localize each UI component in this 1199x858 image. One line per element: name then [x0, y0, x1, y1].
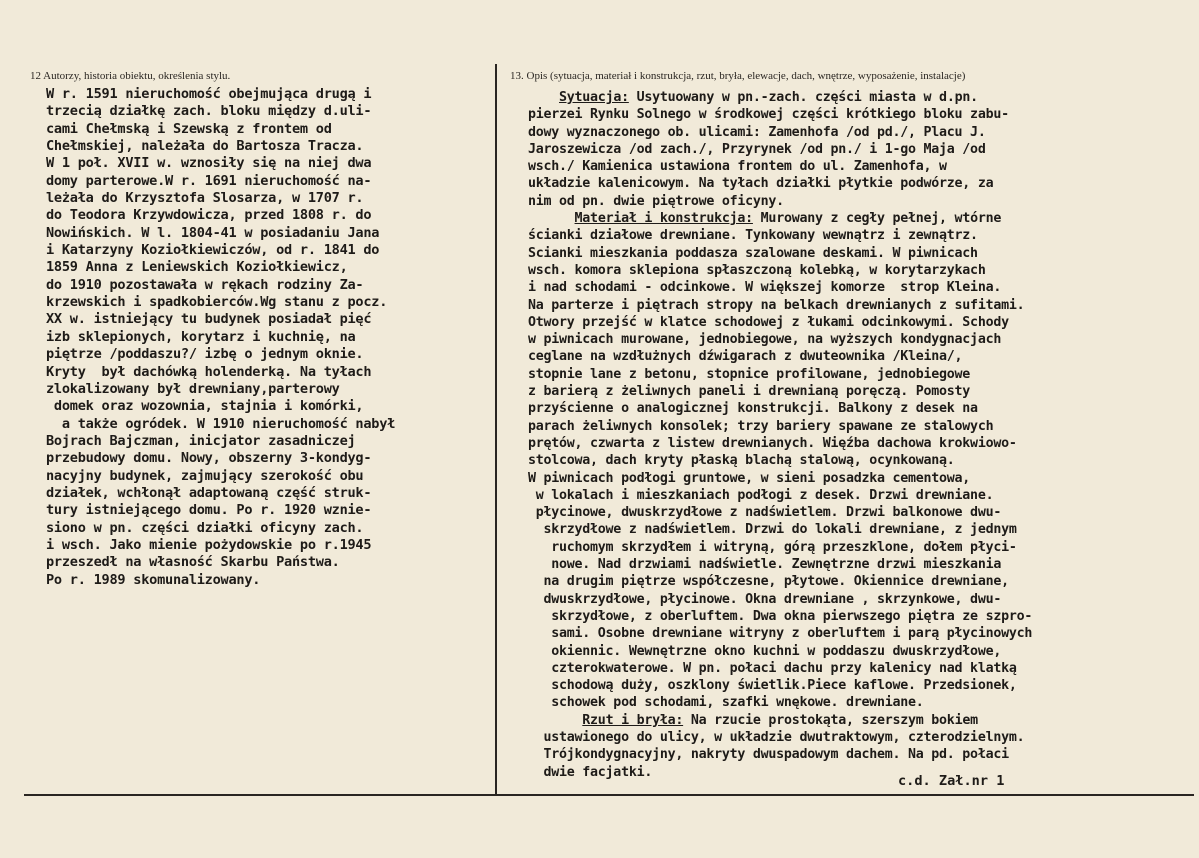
history-line: cami Chełmską i Szewską z frontem od [46, 120, 332, 137]
description-line: ścianki działowe drewniane. Tynkowany wewnątrz i zewnątrz. [528, 228, 978, 244]
section-heading: Materiał i konstrukcja: [574, 211, 753, 227]
history-line: izb sklepionych, korytarz i kuchnię, na [46, 328, 356, 345]
description-line: Otwory przejść w klatce schodowej z łukami odcinkowymi. Schody [528, 314, 1009, 330]
description-line: dwie facjatki. [528, 764, 653, 780]
section-heading: Sytuacja: [559, 90, 629, 105]
description-line: Trójkondygnacyjny, nakryty dwuspadowym dachem. Na pd. połaci [528, 747, 1009, 763]
history-line: domy parterowe.W r. 1691 nieruchomość na- [46, 172, 372, 189]
history-line: 1859 Anna z Leniewskich Koziołkiewicz, [46, 259, 348, 276]
description-line: skrzydłowe, z oberluftem. Dwa okna pierwszego piętra ze szpro- [528, 608, 1033, 624]
history-line: Bojrach Bajczman, inicjator zasadniczej [46, 432, 356, 449]
description-line [528, 712, 1193, 729]
description-line: Scianki mieszkania poddasza szalowane deskami. W piwnicach [528, 245, 978, 261]
description-line: płycinowe, dwuskrzydłowe z nadświetlem. Drzwi balkonowe dwu- [528, 505, 1002, 521]
description-line: ceglane na wzdłużnych dźwigarach z dwuteownika /Kleina/, [528, 349, 963, 365]
description-line: w piwnicach murowane, jednobiegowe, na wyższych kondygnacjach [528, 332, 1002, 348]
continuation-note: c.d. Zał.nr 1 [898, 773, 1005, 789]
description-line: w lokalach i mieszkaniach podłogi z desek. Drzwi drewniane. [528, 487, 994, 503]
description-line [528, 89, 1193, 106]
history-line: a także ogródek. W 1910 nieruchomość nabył [46, 415, 396, 432]
description-line: schodową duży, oszklony świetlik.Piece kaflowe. Przedsionek, [528, 678, 1017, 694]
history-line: W 1 poł. XVII w. wznosiły się na niej dwa [46, 155, 372, 172]
description-line: wsch./ Kamienica ustawiona frontem do ul. Zamenhofa, w [528, 159, 947, 175]
description-line: nim od pn. dwie piętrowe oficyny. [528, 193, 784, 209]
description-line: parach żeliwnych konsolek; trzy bariery spawane ze stalowych [528, 418, 994, 434]
description-line: przyścienne o analogicznej konstrukcji. Balkony z desek na [528, 401, 978, 417]
history-line: XX w. istniejący tu budynek posiadał pięć [46, 311, 372, 328]
description-line: pierzei Rynku Solnego w środkowej części krótkiego bloku zabu- [528, 107, 1009, 123]
description-line: schowek pod schodami, szafki wnękowe. drewniane. [528, 695, 924, 711]
history-line: Chełmskiej, należała do Bartosza Tracza. [46, 138, 364, 155]
description-line-text: Murowany z cegły pełnej, wtórne [752, 211, 1002, 227]
history-line: Kryty był dachówką holenderką. Na tyłach [46, 363, 372, 380]
description-line-text: Na rzucie prostokąta, szerszym bokiem [683, 712, 978, 728]
description-line: ustawionego do ulicy, w układzie dwutraktowym, czterodzielnym. [528, 729, 1025, 745]
description-line: dowy wyznaczonego ob. ulicami: Zamenhofa /od pd./, Placu J. [528, 124, 986, 140]
description-line: układzie kalenicowym. Na tyłach działki płytkie podwórze, za [528, 176, 994, 192]
history-line: domek oraz wozownia, stajnia i komórki, [46, 398, 364, 415]
description-line: ruchomym skrzydłem i witryną, górą przeszklone, dołem płyci- [528, 539, 1017, 555]
history-line: zlokalizowany był drewniany,parterowy [46, 380, 340, 397]
history-line: trzecią działkę zach. bloku między d.uli- [46, 103, 372, 120]
description-line: stolcowa, dach kryty płaską blachą stalową, ocynkowaną. [528, 453, 955, 469]
bottom-rule [24, 794, 1194, 796]
history-line: i wsch. Jako mienie pożydowskie po r.1945 [46, 536, 372, 553]
history-line: Po r. 1989 skomunalizowany. [46, 571, 261, 588]
description-line: prętów, czwarta z listew drewnianych. Więźba dachowa krokwiowo- [528, 435, 1017, 451]
left-section-header: 12 Autorzy, historia obiektu, określenia stylu. [30, 70, 231, 82]
history-line: przebudowy domu. Nowy, obszerny 3-kondyg- [46, 450, 372, 467]
history-line: W r. 1591 nieruchomość obejmująca drugą i [46, 86, 372, 102]
description-line: stopnie lane z betonu, stopnice profilowane, jednobiegowe [528, 366, 971, 382]
description-line: i nad schodami - odcinkowe. W większej komorze strop Kleina. [528, 280, 1002, 296]
history-line: przeszedł na własność Skarbu Państwa. [46, 554, 340, 571]
description-line: na drugim piętrze współczesne, płytowe. Okiennice drewniane, [528, 574, 1009, 590]
history-line: i Katarzyny Koziołkiewiczów, od r. 1841 do [46, 242, 380, 259]
description-line: Na parterze i piętrach stropy na belkach drewnianych z sufitami. [528, 297, 1025, 313]
history-line: leżała do Krzysztofa Slosarza, w 1707 r. [46, 190, 364, 207]
history-text [46, 86, 491, 589]
column-divider [495, 64, 497, 794]
description-line: Jaroszewicza /od zach./, Przyrynek /od pn./ i 1-go Maja /od [528, 141, 986, 157]
description-line: dwuskrzydłowe, płycinowe. Okna drewniane , skrzynkowe, dwu- [528, 591, 1002, 607]
section-heading: Rzut i bryła: [582, 712, 684, 728]
history-line: nacyjny budynek, zajmujący szerokość obu [46, 467, 364, 484]
description-line-text: Usytuowany w pn.-zach. części miasta w d.pn. [628, 90, 978, 105]
description-line [528, 210, 1193, 227]
history-line: do 1910 pozostawała w rękach rodziny Za- [46, 276, 364, 293]
history-line: piętrze /poddaszu?/ izbę o jednym oknie. [46, 346, 364, 363]
history-line: krzewskich i spadkobierców.Wg stanu z pocz. [46, 294, 388, 311]
description-line: W piwnicach podłogi gruntowe, w sieni posadzka cementowa, [528, 470, 971, 486]
description-text [528, 89, 1193, 781]
history-line: tury istniejącego domu. Po r. 1920 wznie- [46, 502, 372, 519]
description-line: sami. Osobne drewniane witryny z oberluftem i parą płycinowych [528, 626, 1033, 642]
description-line: czterokwaterowe. W pn. połaci dachu przy kalenicy nad klatką [528, 660, 1017, 676]
description-line: skrzydłowe z nadświetlem. Drzwi do lokali drewniane, z jednym [528, 522, 1017, 538]
history-line: siono w pn. części działki oficyny zach. [46, 519, 364, 536]
description-line: z barierą z żeliwnych paneli i drewnianą poręczą. Pomosty [528, 384, 971, 400]
description-line: okiennic. Wewnętrzne okno kuchni w poddaszu dwuskrzydłowe, [528, 643, 1002, 659]
history-line: Nowińskich. W l. 1804-41 w posiadaniu Jana [46, 224, 380, 241]
history-line: działek, wchłonął adaptowaną część struk- [46, 484, 372, 501]
description-line: nowe. Nad drzwiami nadświetle. Zewnętrzne drzwi mieszkania [528, 557, 1002, 573]
right-section-header: 13. Opis (sytuacja, materiał i konstrukcja, rzut, bryła, elewacje, dach, wnętrze, wyposażenie, instalacje) [510, 70, 966, 82]
description-line: wsch. komora sklepiona spłaszczoną kolebką, w korytarzykach [528, 262, 986, 278]
history-line: do Teodora Krzywdowicza, przed 1808 r. do [46, 207, 372, 224]
